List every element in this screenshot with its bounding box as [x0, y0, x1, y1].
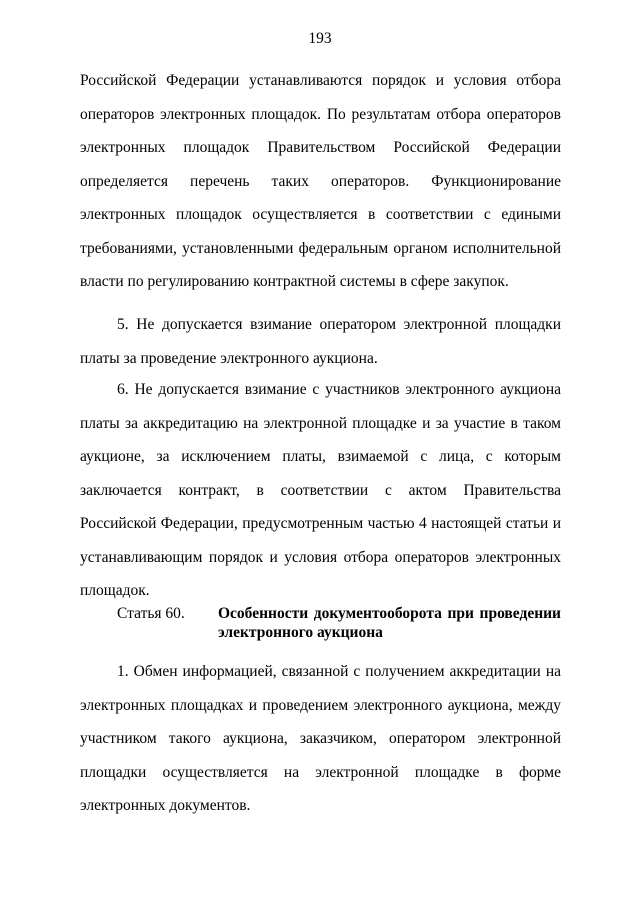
- paragraph-text: 6. Не допускается взимание с участников электронного аукциона платы за аккредитацию на электронной площадке и за участие в таком аукционе, за исключением платы, взимаемой с лица, с которым заключается контракт, в соответствии с актом Правительства Российской Федерации, предусмотренным частью 4 настоящей статьи и устанавливающим порядок и условия отбора операторов электронных площадок.: [80, 381, 561, 599]
- page-number: 193: [308, 30, 332, 47]
- paragraph-text: 5. Не допускается взимание оператором электронной площадки платы за проведение электронного аукциона.: [80, 316, 561, 367]
- paragraph-item-5: [80, 308, 561, 375]
- paragraph-text: Российской Федерации устанавливаются порядок и условия отбора операторов электронных площадок. По результатам отбора операторов электронных площадок Правительством Российской Федерации определяется перечень таких операторов. Функционирование электронных площадок осуществляется в соответствии с едиными требованиями, установленными федеральным органом исполнительной власти по регулированию контрактной системы в сфере закупок.: [80, 72, 561, 290]
- paragraph-item-1: [80, 655, 561, 823]
- article-title: Особенности документооборота при проведении электронного аукциона: [218, 605, 561, 641]
- paragraph-continuation: [80, 64, 561, 299]
- article-number: Статья 60.: [117, 605, 185, 622]
- paragraph-text: 1. Обмен информацией, связанной с получением аккредитации на электронных площадках и проведением электронного аукциона, между участником такого аукциона, заказчиком, оператором электронной площадки осуществляется на электронной площадке в форме электронных документов.: [80, 663, 561, 814]
- article-heading: [117, 604, 561, 642]
- paragraph-item-6: [80, 373, 561, 608]
